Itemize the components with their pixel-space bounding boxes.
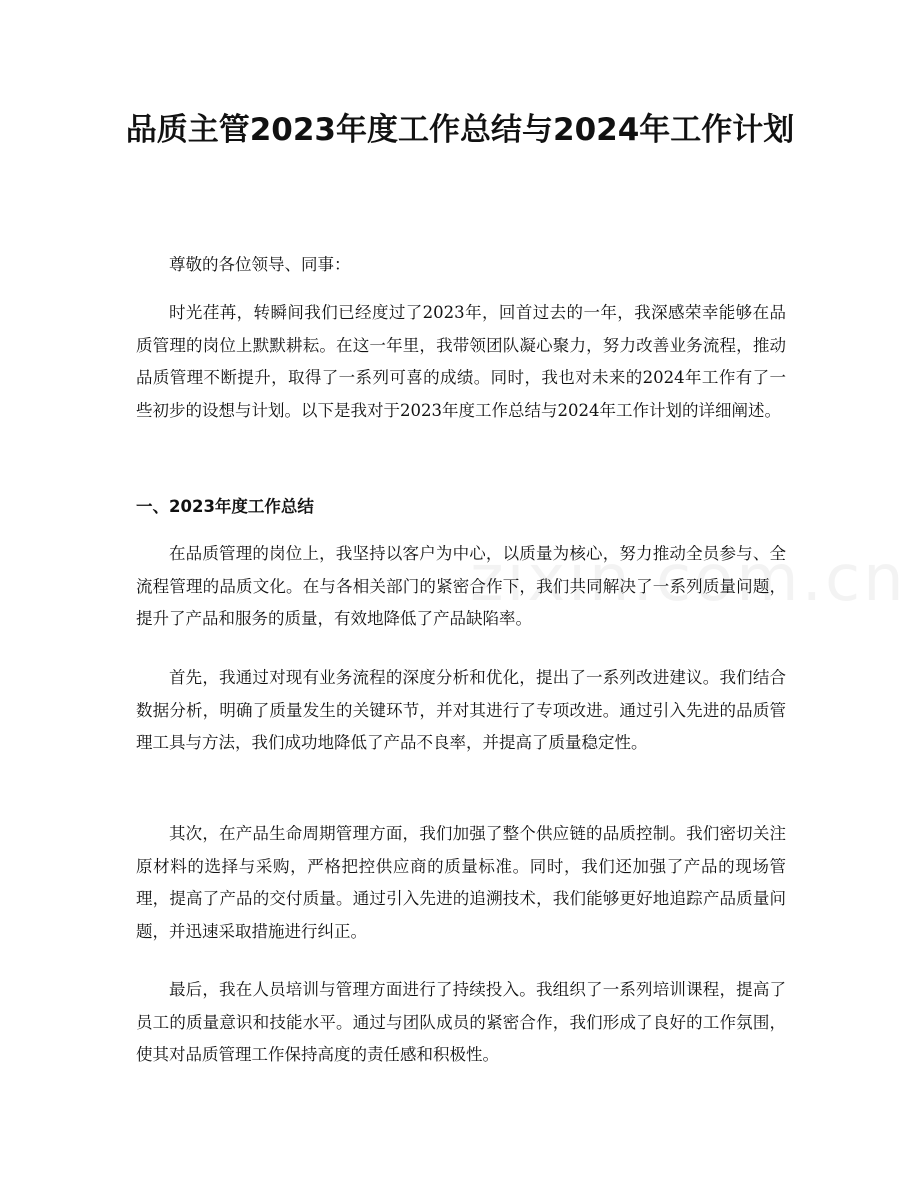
- section-paragraph: 首先，我通过对现有业务流程的深度分析和优化，提出了一系列改进建议。我们结合数据分析，明确了质量发生的关键环节，并对其进行了专项改进。通过引入先进的品质管理工具与方法，我们成功地降低了产品不良率，并提高了质量稳定性。: [136, 668, 786, 752]
- document-title: 品质主管2023年度工作总结与2024年工作计划: [125, 112, 795, 148]
- section-heading: 一、2023年度工作总结: [136, 497, 314, 516]
- section-paragraph: 其次，在产品生命周期管理方面，我们加强了整个供应链的品质控制。我们密切关注原材料的选择与采购，严格把控供应商的质量标准。同时，我们还加强了产品的现场管理，提高了产品的交付质量。通过引入先进的追溯技术，我们能够更好地追踪产品质量问题，并迅速采取措施进行纠正。: [136, 824, 786, 941]
- section-paragraph: 在品质管理的岗位上，我坚持以客户为中心，以质量为核心，努力推动全员参与、全流程管理的品质文化。在与各相关部门的紧密合作下，我们共同解决了一系列质量问题，提升了产品和服务的质量，有效地降低了产品缺陷率。: [136, 544, 786, 628]
- section-paragraph: 最后，我在人员培训与管理方面进行了持续投入。我组织了一系列培训课程，提高了员工的质量意识和技能水平。通过与团队成员的紧密合作，我们形成了良好的工作氛围，使其对品质管理工作保持高度的责任感和积极性。: [136, 980, 786, 1064]
- salutation: 尊敬的各位领导、同事：: [169, 255, 351, 274]
- intro-paragraph: 时光荏苒，转瞬间我们已经度过了2023年，回首过去的一年，我深感荣幸能够在品质管理的岗位上默默耕耘。在这一年里，我带领团队凝心聚力，努力改善业务流程，推动品质管理不断提升，取得了一系列可喜的成绩。同时，我也对未来的2024年工作有了一些初步的设想与计划。以下是我对于2023年度工作总结与2024年工作计划的详细阐述。: [136, 303, 786, 420]
